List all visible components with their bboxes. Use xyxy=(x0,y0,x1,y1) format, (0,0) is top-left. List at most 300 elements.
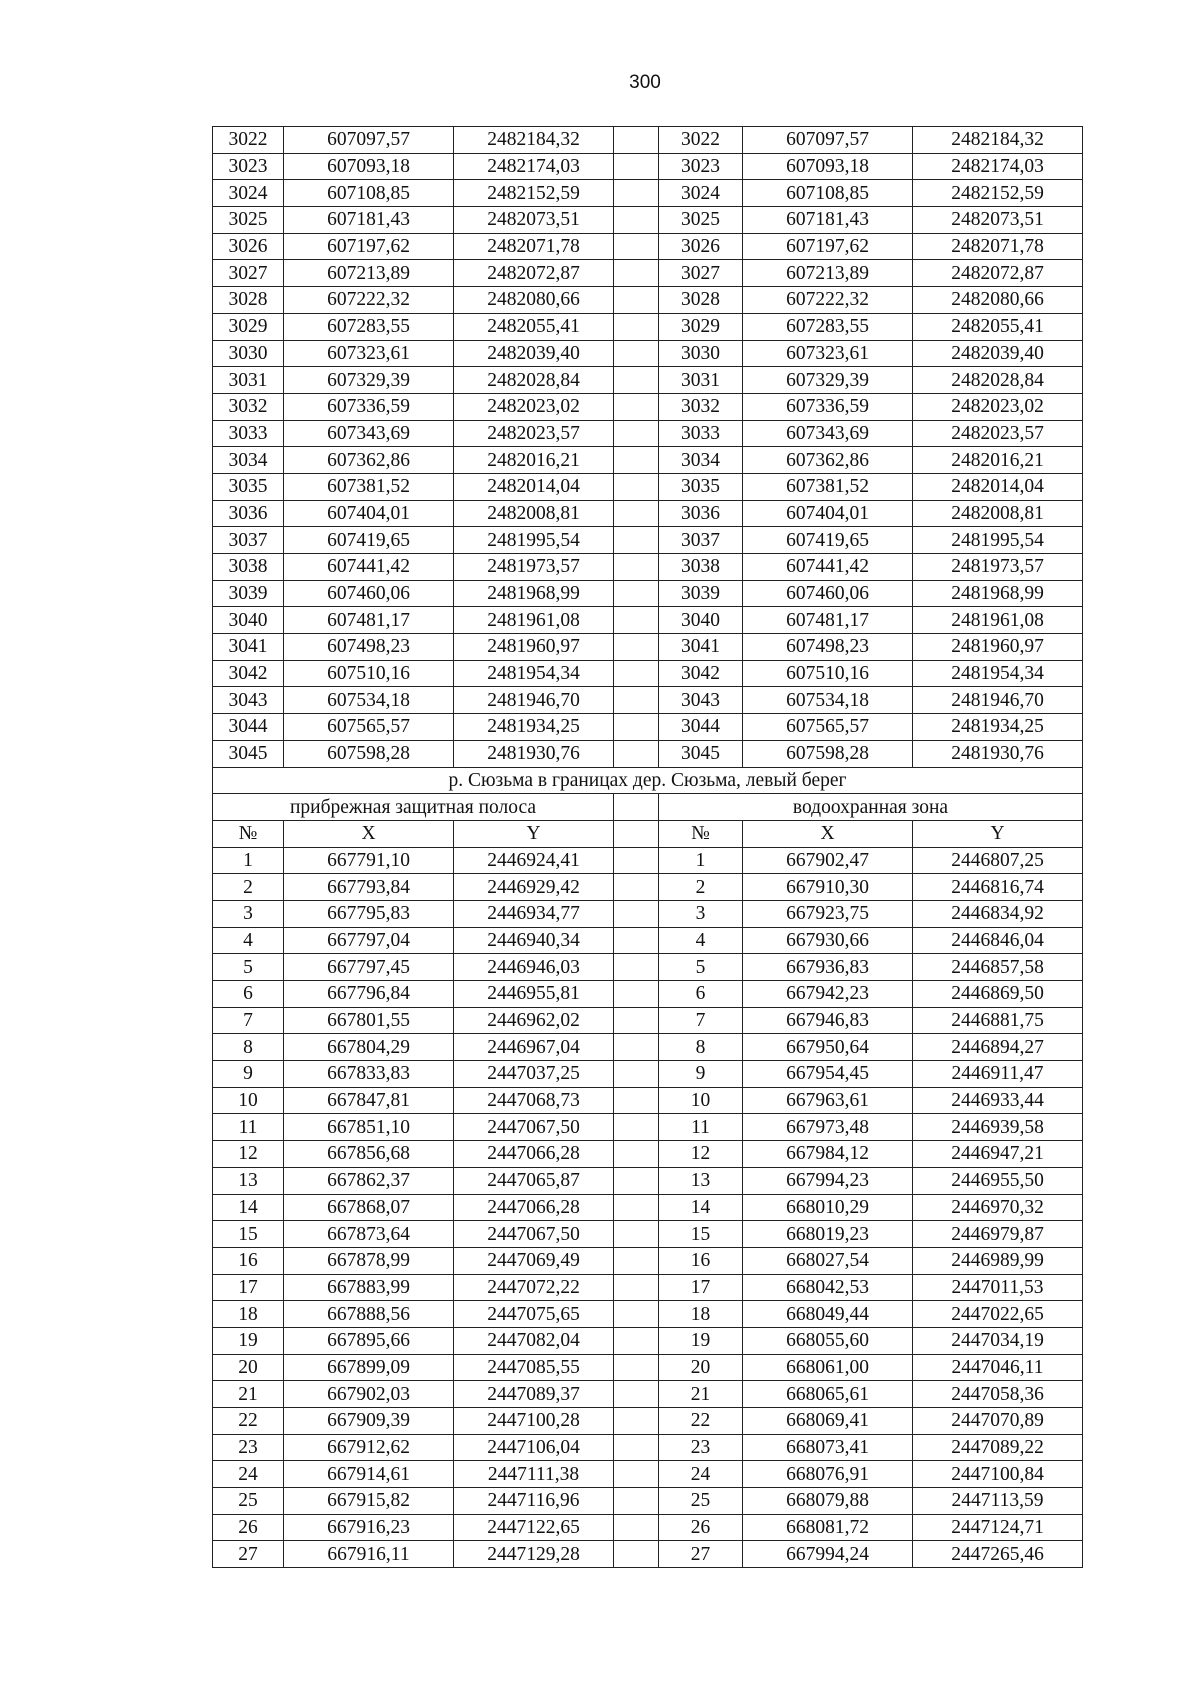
cell-left-number: 15 xyxy=(213,1221,284,1248)
gap-cell xyxy=(614,1034,659,1061)
cell-right-number: 17 xyxy=(659,1274,743,1301)
cell-right-y: 2482023,57 xyxy=(913,420,1083,447)
cell-right-y: 2481960,97 xyxy=(913,634,1083,661)
cell-left-number: 20 xyxy=(213,1354,284,1381)
table-row xyxy=(213,1408,1083,1435)
cell-right-x: 607222,32 xyxy=(743,287,913,314)
table-row xyxy=(213,1247,1083,1274)
cell-right-y: 2446894,27 xyxy=(913,1034,1083,1061)
table-row xyxy=(213,954,1083,981)
cell-right-number: 3030 xyxy=(659,340,743,367)
table-row xyxy=(213,660,1083,687)
cell-right-number: 3036 xyxy=(659,500,743,527)
cell-right-x: 607323,61 xyxy=(743,340,913,367)
cell-right-x: 607460,06 xyxy=(743,580,913,607)
cell-left-number: 3035 xyxy=(213,473,284,500)
table-row xyxy=(213,313,1083,340)
table-row xyxy=(213,634,1083,661)
gap-cell xyxy=(614,820,659,847)
table-row xyxy=(213,1434,1083,1461)
cell-left-number: 10 xyxy=(213,1087,284,1114)
cell-right-x: 607343,69 xyxy=(743,420,913,447)
cell-left-x: 607404,01 xyxy=(284,500,454,527)
cell-right-number: 24 xyxy=(659,1461,743,1488)
upper-rows xyxy=(213,127,1083,768)
table-row xyxy=(213,420,1083,447)
cell-right-y: 2482055,41 xyxy=(913,313,1083,340)
cell-left-y: 2447068,73 xyxy=(454,1087,614,1114)
gap-cell xyxy=(614,740,659,767)
gap-cell xyxy=(614,1541,659,1568)
cell-right-x: 667942,23 xyxy=(743,981,913,1008)
table-row xyxy=(213,1007,1083,1034)
gap-cell xyxy=(614,1408,659,1435)
cell-right-x: 607510,16 xyxy=(743,660,913,687)
cell-right-x: 607213,89 xyxy=(743,260,913,287)
cell-left-x: 607381,52 xyxy=(284,473,454,500)
cell-right-x: 607108,85 xyxy=(743,180,913,207)
cell-left-x: 667915,82 xyxy=(284,1488,454,1515)
gap-cell xyxy=(614,260,659,287)
gap-cell xyxy=(614,660,659,687)
cell-left-y: 2447100,28 xyxy=(454,1408,614,1435)
cell-left-y: 2447089,37 xyxy=(454,1381,614,1408)
cell-right-y: 2481954,34 xyxy=(913,660,1083,687)
cell-right-number: 5 xyxy=(659,954,743,981)
cell-left-number: 3025 xyxy=(213,207,284,234)
cell-left-x: 607093,18 xyxy=(284,153,454,180)
cell-right-y: 2446869,50 xyxy=(913,981,1083,1008)
cell-left-y: 2447067,50 xyxy=(454,1221,614,1248)
cell-left-y: 2447067,50 xyxy=(454,1114,614,1141)
cell-right-y: 2446846,04 xyxy=(913,927,1083,954)
cell-left-y: 2481930,76 xyxy=(454,740,614,767)
gap-cell xyxy=(614,1141,659,1168)
cell-right-x: 667902,47 xyxy=(743,847,913,874)
cell-right-number: 3029 xyxy=(659,313,743,340)
cell-right-y: 2481934,25 xyxy=(913,714,1083,741)
cell-right-y: 2482023,02 xyxy=(913,393,1083,420)
cell-left-number: 3037 xyxy=(213,527,284,554)
cell-left-y: 2446955,81 xyxy=(454,981,614,1008)
cell-left-x: 667801,55 xyxy=(284,1007,454,1034)
cell-left-x: 607323,61 xyxy=(284,340,454,367)
cell-left-y: 2447065,87 xyxy=(454,1167,614,1194)
cell-right-y: 2447022,65 xyxy=(913,1301,1083,1328)
cell-right-x: 607093,18 xyxy=(743,153,913,180)
cell-left-number: 3 xyxy=(213,900,284,927)
gap-cell xyxy=(614,500,659,527)
cell-right-x: 607181,43 xyxy=(743,207,913,234)
cell-right-x: 667973,48 xyxy=(743,1114,913,1141)
gap-cell xyxy=(614,1381,659,1408)
cell-right-number: 9 xyxy=(659,1061,743,1088)
table-row xyxy=(213,1354,1083,1381)
cell-left-x: 667916,11 xyxy=(284,1541,454,1568)
cell-left-y: 2481973,57 xyxy=(454,554,614,581)
gap-cell xyxy=(614,340,659,367)
table-row xyxy=(213,527,1083,554)
right-group-label: водоохранная зона xyxy=(659,794,1083,821)
cell-left-x: 667868,07 xyxy=(284,1194,454,1221)
cell-right-number: 3026 xyxy=(659,233,743,260)
cell-left-x: 667895,66 xyxy=(284,1327,454,1354)
cell-right-y: 2446834,92 xyxy=(913,900,1083,927)
cell-left-number: 14 xyxy=(213,1194,284,1221)
cell-right-number: 14 xyxy=(659,1194,743,1221)
cell-right-x: 607565,57 xyxy=(743,714,913,741)
cell-left-x: 667847,81 xyxy=(284,1087,454,1114)
cell-left-x: 607534,18 xyxy=(284,687,454,714)
cell-left-x: 607108,85 xyxy=(284,180,454,207)
cell-left-y: 2481968,99 xyxy=(454,580,614,607)
section-title-row xyxy=(213,767,1083,794)
cell-left-y: 2482072,87 xyxy=(454,260,614,287)
cell-right-number: 25 xyxy=(659,1488,743,1515)
cell-right-y: 2447113,59 xyxy=(913,1488,1083,1515)
table-row xyxy=(213,473,1083,500)
cell-right-number: 3041 xyxy=(659,634,743,661)
cell-right-x: 607197,62 xyxy=(743,233,913,260)
cell-left-x: 667902,03 xyxy=(284,1381,454,1408)
cell-right-number: 4 xyxy=(659,927,743,954)
cell-right-x: 607381,52 xyxy=(743,473,913,500)
table-row xyxy=(213,1541,1083,1568)
cell-right-y: 2482039,40 xyxy=(913,340,1083,367)
cell-right-y: 2446816,74 xyxy=(913,874,1083,901)
cell-left-y: 2482152,59 xyxy=(454,180,614,207)
lower-rows xyxy=(213,847,1083,1568)
table-row xyxy=(213,607,1083,634)
cell-left-x: 607213,89 xyxy=(284,260,454,287)
cell-left-number: 3030 xyxy=(213,340,284,367)
cell-left-y: 2482174,03 xyxy=(454,153,614,180)
cell-right-y: 2482184,32 xyxy=(913,127,1083,154)
cell-right-x: 668027,54 xyxy=(743,1247,913,1274)
cell-right-y: 2447058,36 xyxy=(913,1381,1083,1408)
cell-right-number: 1 xyxy=(659,847,743,874)
table-row xyxy=(213,874,1083,901)
cell-left-number: 6 xyxy=(213,981,284,1008)
cell-left-x: 667862,37 xyxy=(284,1167,454,1194)
cell-right-y: 2446955,50 xyxy=(913,1167,1083,1194)
cell-right-number: 3028 xyxy=(659,287,743,314)
cell-left-number: 3026 xyxy=(213,233,284,260)
table-row xyxy=(213,207,1083,234)
cell-right-number: 27 xyxy=(659,1541,743,1568)
cell-right-y: 2446857,58 xyxy=(913,954,1083,981)
gap-cell xyxy=(614,207,659,234)
cell-left-y: 2446940,34 xyxy=(454,927,614,954)
gap-cell xyxy=(614,1194,659,1221)
cell-left-x: 607498,23 xyxy=(284,634,454,661)
cell-right-y: 2481946,70 xyxy=(913,687,1083,714)
cell-right-number: 3034 xyxy=(659,447,743,474)
cell-right-number: 3038 xyxy=(659,554,743,581)
cell-right-y: 2446939,58 xyxy=(913,1114,1083,1141)
gap-cell xyxy=(614,1061,659,1088)
cell-left-x: 607329,39 xyxy=(284,367,454,394)
cell-right-y: 2482080,66 xyxy=(913,287,1083,314)
gap-cell xyxy=(614,180,659,207)
cell-left-number: 3038 xyxy=(213,554,284,581)
cell-left-x: 667878,99 xyxy=(284,1247,454,1274)
cell-left-number: 24 xyxy=(213,1461,284,1488)
cell-right-y: 2446807,25 xyxy=(913,847,1083,874)
cell-right-x: 668010,29 xyxy=(743,1194,913,1221)
table-row xyxy=(213,367,1083,394)
cell-left-number: 3028 xyxy=(213,287,284,314)
cell-right-x: 668079,88 xyxy=(743,1488,913,1515)
cell-right-number: 10 xyxy=(659,1087,743,1114)
cell-right-x: 607534,18 xyxy=(743,687,913,714)
cell-right-x: 607329,39 xyxy=(743,367,913,394)
table-row xyxy=(213,1194,1083,1221)
cell-left-y: 2482184,32 xyxy=(454,127,614,154)
gap-cell xyxy=(614,1354,659,1381)
cell-right-x: 668019,23 xyxy=(743,1221,913,1248)
cell-right-x: 667994,24 xyxy=(743,1541,913,1568)
cell-left-number: 3040 xyxy=(213,607,284,634)
cell-left-x: 667912,62 xyxy=(284,1434,454,1461)
cell-left-x: 607510,16 xyxy=(284,660,454,687)
column-header-row xyxy=(213,820,1083,847)
cell-right-y: 2481961,08 xyxy=(913,607,1083,634)
table-row xyxy=(213,1141,1083,1168)
cell-right-y: 2446989,99 xyxy=(913,1247,1083,1274)
cell-right-y: 2482072,87 xyxy=(913,260,1083,287)
cell-left-number: 3033 xyxy=(213,420,284,447)
table-row xyxy=(213,1221,1083,1248)
cell-right-y: 2482174,03 xyxy=(913,153,1083,180)
cell-left-y: 2482055,41 xyxy=(454,313,614,340)
cell-right-number: 3045 xyxy=(659,740,743,767)
gap-cell xyxy=(614,1461,659,1488)
cell-right-number: 26 xyxy=(659,1514,743,1541)
table-row xyxy=(213,847,1083,874)
cell-right-number: 3040 xyxy=(659,607,743,634)
cell-right-y: 2481973,57 xyxy=(913,554,1083,581)
col-header-right-y: Y xyxy=(913,820,1083,847)
cell-right-x: 667930,66 xyxy=(743,927,913,954)
cell-right-x: 607404,01 xyxy=(743,500,913,527)
gap-cell xyxy=(614,634,659,661)
cell-left-x: 667873,64 xyxy=(284,1221,454,1248)
cell-right-x: 668073,41 xyxy=(743,1434,913,1461)
cell-left-y: 2482008,81 xyxy=(454,500,614,527)
cell-right-number: 7 xyxy=(659,1007,743,1034)
cell-left-number: 3034 xyxy=(213,447,284,474)
table-row xyxy=(213,580,1083,607)
table-row xyxy=(213,1301,1083,1328)
cell-left-y: 2447116,96 xyxy=(454,1488,614,1515)
cell-left-y: 2481995,54 xyxy=(454,527,614,554)
cell-right-y: 2481968,99 xyxy=(913,580,1083,607)
table-row xyxy=(213,127,1083,154)
gap-cell xyxy=(614,447,659,474)
table-row xyxy=(213,340,1083,367)
cell-right-x: 607498,23 xyxy=(743,634,913,661)
gap-cell xyxy=(614,367,659,394)
cell-left-y: 2482014,04 xyxy=(454,473,614,500)
gap-cell xyxy=(614,473,659,500)
gap-cell xyxy=(614,1167,659,1194)
cell-right-number: 3025 xyxy=(659,207,743,234)
cell-left-x: 607419,65 xyxy=(284,527,454,554)
gap-cell xyxy=(614,580,659,607)
cell-right-number: 3042 xyxy=(659,660,743,687)
table-row xyxy=(213,1274,1083,1301)
cell-right-y: 2447089,22 xyxy=(913,1434,1083,1461)
cell-right-y: 2446979,87 xyxy=(913,1221,1083,1248)
col-header-right-number: № xyxy=(659,820,743,847)
cell-left-number: 22 xyxy=(213,1408,284,1435)
cell-left-number: 12 xyxy=(213,1141,284,1168)
gap-cell xyxy=(614,1007,659,1034)
gap-cell xyxy=(614,527,659,554)
cell-left-x: 607441,42 xyxy=(284,554,454,581)
cell-left-number: 18 xyxy=(213,1301,284,1328)
table-row xyxy=(213,1381,1083,1408)
cell-left-x: 607197,62 xyxy=(284,233,454,260)
cell-right-number: 8 xyxy=(659,1034,743,1061)
cell-left-x: 667916,23 xyxy=(284,1514,454,1541)
table-row xyxy=(213,233,1083,260)
cell-right-number: 3035 xyxy=(659,473,743,500)
cell-right-y: 2446933,44 xyxy=(913,1087,1083,1114)
table-row xyxy=(213,1061,1083,1088)
cell-left-number: 3031 xyxy=(213,367,284,394)
cell-left-number: 7 xyxy=(213,1007,284,1034)
table-row xyxy=(213,447,1083,474)
table-row xyxy=(213,393,1083,420)
cell-left-number: 3023 xyxy=(213,153,284,180)
table-row xyxy=(213,287,1083,314)
cell-left-x: 607565,57 xyxy=(284,714,454,741)
cell-right-x: 667910,30 xyxy=(743,874,913,901)
table-row xyxy=(213,1514,1083,1541)
table-row xyxy=(213,153,1083,180)
cell-right-x: 607419,65 xyxy=(743,527,913,554)
cell-left-x: 667796,84 xyxy=(284,981,454,1008)
cell-right-number: 20 xyxy=(659,1354,743,1381)
col-header-left-x: X xyxy=(284,820,454,847)
table-row xyxy=(213,554,1083,581)
cell-right-x: 607362,86 xyxy=(743,447,913,474)
cell-right-y: 2481995,54 xyxy=(913,527,1083,554)
gap-cell xyxy=(614,687,659,714)
cell-right-y: 2447265,46 xyxy=(913,1541,1083,1568)
cell-right-x: 667963,61 xyxy=(743,1087,913,1114)
cell-left-number: 3045 xyxy=(213,740,284,767)
cell-left-x: 607336,59 xyxy=(284,393,454,420)
col-header-left-number: № xyxy=(213,820,284,847)
cell-right-number: 3027 xyxy=(659,260,743,287)
table-row xyxy=(213,740,1083,767)
coordinates-table xyxy=(212,126,1083,1568)
cell-left-y: 2447085,55 xyxy=(454,1354,614,1381)
cell-left-x: 667791,10 xyxy=(284,847,454,874)
left-group-label: прибрежная защитная полоса xyxy=(213,794,614,821)
cell-left-y: 2447111,38 xyxy=(454,1461,614,1488)
cell-right-number: 2 xyxy=(659,874,743,901)
cell-right-x: 607598,28 xyxy=(743,740,913,767)
cell-right-number: 3024 xyxy=(659,180,743,207)
cell-right-number: 22 xyxy=(659,1408,743,1435)
gap-cell xyxy=(614,1114,659,1141)
table-row xyxy=(213,900,1083,927)
cell-right-x: 667994,23 xyxy=(743,1167,913,1194)
table-row xyxy=(213,260,1083,287)
gap-cell xyxy=(614,900,659,927)
cell-left-x: 667851,10 xyxy=(284,1114,454,1141)
cell-left-x: 667793,84 xyxy=(284,874,454,901)
cell-left-number: 3027 xyxy=(213,260,284,287)
cell-right-y: 2446881,75 xyxy=(913,1007,1083,1034)
table-row xyxy=(213,1034,1083,1061)
cell-left-number: 3036 xyxy=(213,500,284,527)
gap-cell xyxy=(614,1434,659,1461)
cell-left-y: 2447066,28 xyxy=(454,1141,614,1168)
cell-left-x: 667795,83 xyxy=(284,900,454,927)
cell-left-number: 3024 xyxy=(213,180,284,207)
cell-right-number: 21 xyxy=(659,1381,743,1408)
cell-left-number: 8 xyxy=(213,1034,284,1061)
cell-left-y: 2481961,08 xyxy=(454,607,614,634)
cell-right-x: 607481,17 xyxy=(743,607,913,634)
cell-left-number: 3032 xyxy=(213,393,284,420)
cell-left-y: 2482071,78 xyxy=(454,233,614,260)
gap-cell xyxy=(614,1221,659,1248)
cell-left-y: 2482028,84 xyxy=(454,367,614,394)
gap-cell xyxy=(614,1327,659,1354)
cell-right-number: 23 xyxy=(659,1434,743,1461)
cell-right-number: 6 xyxy=(659,981,743,1008)
cell-left-number: 1 xyxy=(213,847,284,874)
gap-cell xyxy=(614,794,659,821)
cell-left-number: 16 xyxy=(213,1247,284,1274)
cell-left-number: 3042 xyxy=(213,660,284,687)
cell-left-y: 2446962,02 xyxy=(454,1007,614,1034)
cell-left-y: 2447129,28 xyxy=(454,1541,614,1568)
cell-right-x: 668049,44 xyxy=(743,1301,913,1328)
table-row xyxy=(213,1114,1083,1141)
cell-left-x: 667899,09 xyxy=(284,1354,454,1381)
cell-left-number: 21 xyxy=(213,1381,284,1408)
cell-left-y: 2447066,28 xyxy=(454,1194,614,1221)
gap-cell xyxy=(614,847,659,874)
cell-right-x: 667984,12 xyxy=(743,1141,913,1168)
cell-left-number: 17 xyxy=(213,1274,284,1301)
cell-left-number: 4 xyxy=(213,927,284,954)
cell-right-y: 2482008,81 xyxy=(913,500,1083,527)
gap-cell xyxy=(614,1247,659,1274)
cell-right-x: 668081,72 xyxy=(743,1514,913,1541)
cell-right-x: 607283,55 xyxy=(743,313,913,340)
cell-right-y: 2482071,78 xyxy=(913,233,1083,260)
cell-left-y: 2482023,02 xyxy=(454,393,614,420)
cell-left-y: 2446929,42 xyxy=(454,874,614,901)
gap-cell xyxy=(614,393,659,420)
gap-cell xyxy=(614,1087,659,1114)
cell-left-y: 2447106,04 xyxy=(454,1434,614,1461)
cell-left-y: 2447037,25 xyxy=(454,1061,614,1088)
gap-cell xyxy=(614,1301,659,1328)
cell-left-number: 5 xyxy=(213,954,284,981)
cell-right-y: 2446947,21 xyxy=(913,1141,1083,1168)
cell-right-y: 2482014,04 xyxy=(913,473,1083,500)
cell-left-x: 607222,32 xyxy=(284,287,454,314)
